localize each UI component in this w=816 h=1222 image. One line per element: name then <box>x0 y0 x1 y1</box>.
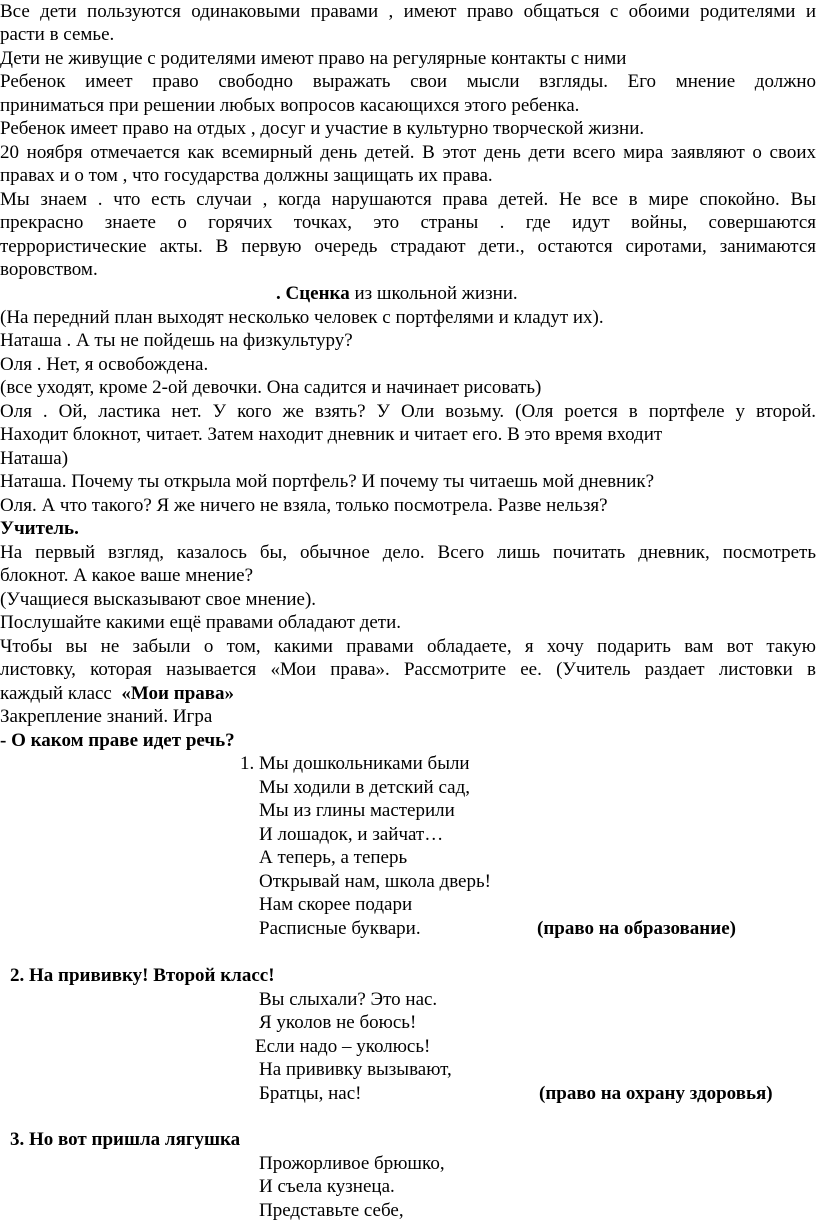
teacher-line: Чтобы вы не забыли о том, какими правами обладаете, я хочу подарить вам вот такую <box>0 636 816 657</box>
dialogue-line: Наташа . А ты не пойдешь на физкультуру? <box>0 330 353 351</box>
paragraph-line: 20 ноября отмечается как всемирный день детей. В этот день дети всего мира заявляют о своих <box>0 142 816 163</box>
paragraph-line: прекрасно знаете о горячих точках, это страны . где идут войны, совершаются <box>0 212 816 233</box>
scene-subtitle: из школьной жизни. <box>349 283 518 304</box>
riddle-3-title: 3. Но вот пришла лягушка <box>10 1129 241 1150</box>
dialogue-line: (На передний план выходят несколько человек с портфелями и кладут их). <box>0 307 604 328</box>
riddle-2-line: Вы слыхали? Это нас. <box>259 989 438 1010</box>
riddle-2-line: Братцы, нас! <box>259 1083 362 1104</box>
riddle-1-line: Расписные буквари. <box>259 918 421 939</box>
paragraph-line: расти в семье. <box>0 24 115 45</box>
dialogue-line: Наташа) <box>0 448 69 469</box>
riddle-1-line: И лошадок, и зайчат… <box>259 824 444 845</box>
scene-heading <box>276 282 518 305</box>
teacher-line: На первый взгляд, казалось бы, обычное дело. Всего лишь почитать дневник, посмотреть <box>0 542 816 563</box>
dialogue-line: Оля. А что такого? Я же ничего не взяла, только посмотрела. Разве нельзя? <box>0 495 608 516</box>
scene-title: Сценка <box>285 283 350 304</box>
paragraph-line: правах и о том , что государства должны защищать их права. <box>0 165 493 186</box>
riddle-1-line: Мы дошкольниками были <box>259 753 470 774</box>
dialogue-line: Оля . Ой, ластика нет. У кого же взять? У Оли возьму. (Оля роется в портфеле у второй. <box>0 401 816 422</box>
paragraph-line: Дети не живущие с родителями имеют право на регулярные контакты с ними <box>0 48 627 69</box>
dialogue-line: (все уходят, кроме 2-ой девочки. Она садится и начинает рисовать) <box>0 377 542 398</box>
teacher-line: Послушайте какими ещё правами обладают дети. <box>0 612 402 633</box>
leaflet-line <box>0 682 234 705</box>
teacher-line: листовку, которая называется «Мои права». Рассмотрите ее. (Учитель раздает листовки в <box>0 659 816 680</box>
paragraph-line: Ребенок имеет право на отдых , досуг и участие в культурно творческой жизни. <box>0 118 645 139</box>
riddle-3-line: И съела кузнеца. <box>259 1176 395 1197</box>
riddle-1-line: Открывай нам, школа дверь! <box>259 871 491 892</box>
dialogue-line: Наташа. Почему ты открыла мой портфель? И почему ты читаешь мой дневник? <box>0 471 655 492</box>
paragraph-line: Мы знаем . что есть случаи , когда нарушаются права детей. Не все в мире спокойно. Вы <box>0 189 816 210</box>
paragraph-line: террористические акты. В первую очередь страдают дети., остаются сиротами, занимаются <box>0 236 816 257</box>
scene-prefix: . <box>276 283 286 304</box>
paragraph-line: воровством. <box>0 259 98 280</box>
paragraph-line: Ребенок имеет право свободно выражать свои мысли взгляды. Его мнение должно <box>0 71 816 92</box>
game-question: - О каком праве идет речь? <box>0 730 235 751</box>
teacher-label: Учитель. <box>0 518 79 539</box>
riddle-1-line: Нам скорее подари <box>259 894 413 915</box>
riddle-2-line: Я уколов не боюсь! <box>259 1012 417 1033</box>
riddle-1-line: Мы из глины мастерили <box>259 800 455 821</box>
riddle-1-line: Мы ходили в детский сад, <box>259 777 470 798</box>
riddle-3-line: Прожорливое брюшко, <box>259 1153 445 1174</box>
leaflet-prefix: каждый класс <box>0 683 122 704</box>
riddle-1-number: 1. <box>240 753 259 774</box>
paragraph-line: приниматься при решении любых вопросов касающихся этого ребенка. <box>0 95 580 116</box>
teacher-line: блокнот. А какое ваше мнение? <box>0 565 254 586</box>
riddle-3-line: Представьте себе, <box>259 1200 404 1221</box>
riddle-1-line: А теперь, а теперь <box>259 847 408 868</box>
riddle-2-title: 2. На прививку! Второй класс! <box>10 965 275 986</box>
riddle-2-line: На прививку вызывают, <box>259 1059 452 1080</box>
dialogue-line: Находит блокнот, читает. Затем находит дневник и читает его. В это время входит <box>0 424 663 445</box>
dialogue-line: Оля . Нет, я освобождена. <box>0 354 209 375</box>
riddle-1-answer: (право на образование) <box>537 918 736 939</box>
paragraph-line: Все дети пользуются одинаковыми правами , имеют право общаться с обоими родителями и <box>0 1 816 22</box>
riddle-2-answer: (право на охрану здоровья) <box>539 1083 773 1104</box>
teacher-line: (Учащиеся высказывают свое мнение). <box>0 589 317 610</box>
game-intro: Закрепление знаний. Игра <box>0 706 213 727</box>
riddle-2-line: Если надо – уколюсь! <box>255 1036 431 1057</box>
leaflet-title: «Мои права» <box>121 683 235 704</box>
